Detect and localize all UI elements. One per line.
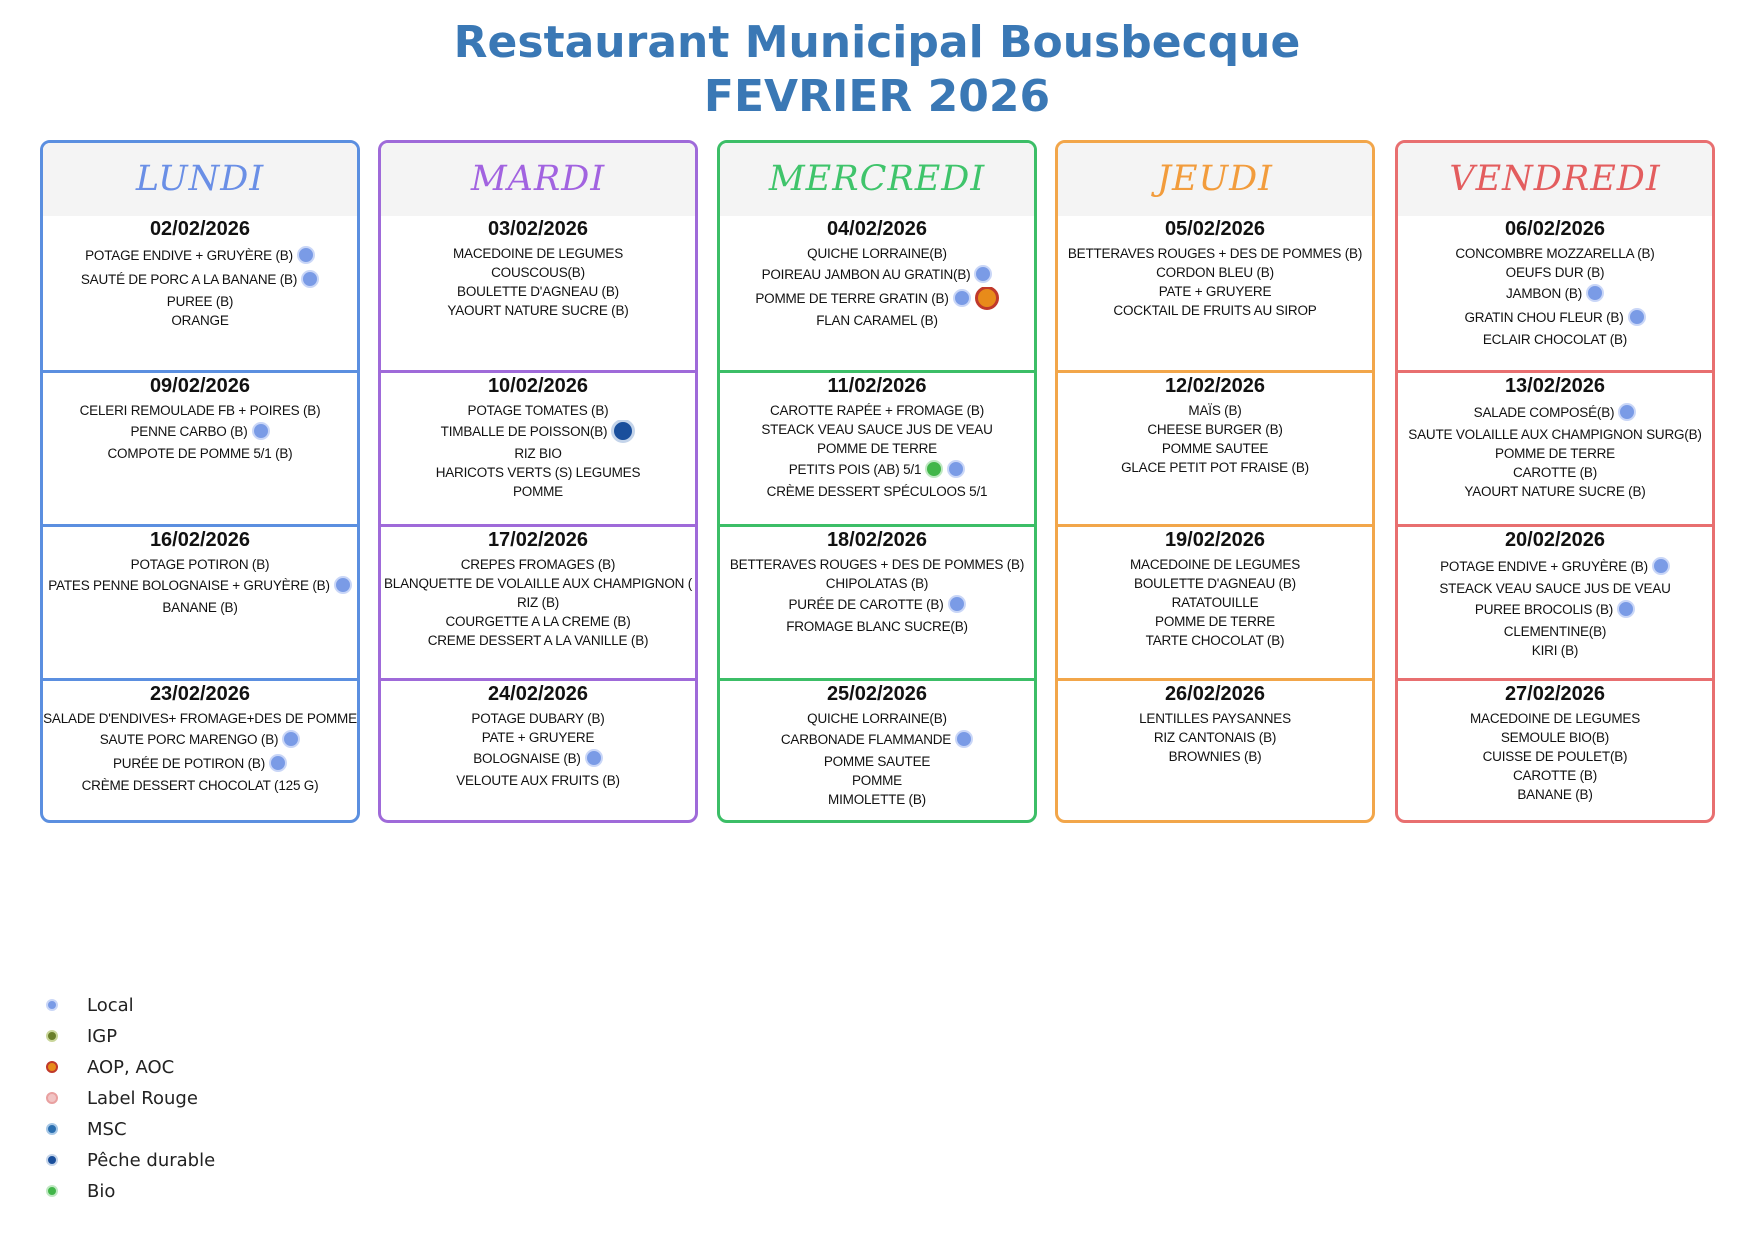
menu-item-label: COUSCOUS(B) xyxy=(491,265,585,280)
menu-item xyxy=(381,282,695,301)
menu-item xyxy=(720,790,1034,809)
menu-item xyxy=(1058,420,1372,439)
menu-item xyxy=(1398,622,1712,641)
menu-item-label: POIREAU JAMBON AU GRATIN(B) xyxy=(761,267,971,282)
label-rouge-icon xyxy=(46,1092,58,1104)
menu-item xyxy=(1398,579,1712,598)
local-label-icon xyxy=(297,246,315,264)
menu-item-label: QUICHE LORRAINE(B) xyxy=(807,711,947,726)
bio-label-icon xyxy=(46,1185,58,1197)
day-header: MARDI xyxy=(381,143,695,216)
legend-label: Pêche durable xyxy=(87,1150,216,1171)
menu-item xyxy=(43,555,357,574)
local-label-icon xyxy=(585,749,603,767)
menu-date: 27/02/2026 xyxy=(1504,683,1606,705)
menu-cell xyxy=(381,524,695,678)
menu-item-label: CAROTTE RAPÉE + FROMAGE (B) xyxy=(769,403,984,418)
menu-item-label: RIZ (B) xyxy=(516,595,560,610)
menu-item-label: POMME xyxy=(512,484,563,500)
page-subtitle: FEVRIER 2026 xyxy=(703,71,1051,122)
menu-item xyxy=(1398,401,1712,425)
legend-item xyxy=(46,1021,215,1052)
bio-label-icon xyxy=(925,460,943,478)
menu-item-label: BANANE (B) xyxy=(162,600,238,615)
menu-item xyxy=(381,771,695,790)
menu-item-label: HARICOTS VERTS (S) LEGUMES xyxy=(435,465,641,481)
menu-item-label: COCKTAIL DE FRUITS AU SIROP xyxy=(1113,303,1317,318)
menu-item xyxy=(720,439,1034,458)
menu-item xyxy=(381,728,695,747)
menu-item xyxy=(720,574,1034,593)
menu-item xyxy=(381,612,695,631)
menu-item xyxy=(1058,244,1372,263)
menu-date: 05/02/2026 xyxy=(1164,218,1266,240)
menu-item xyxy=(1398,641,1712,660)
menu-cell xyxy=(1058,216,1372,370)
menu-item-label: JAMBON (B) xyxy=(1505,286,1582,301)
menu-cell xyxy=(381,678,695,823)
legend-label: IGP xyxy=(87,1026,118,1047)
menu-item-label: BOLOGNAISE (B) xyxy=(473,751,581,766)
day-header: VENDREDI xyxy=(1398,143,1712,216)
menu-item xyxy=(43,401,357,420)
msc-label-icon xyxy=(46,1123,58,1135)
menu-item xyxy=(1398,425,1712,444)
menu-cell xyxy=(381,216,695,370)
menu-item-label: SAUTE PORC MARENGO (B) xyxy=(99,732,279,747)
menu-item xyxy=(43,728,357,752)
menu-item xyxy=(1398,728,1712,747)
menu-item-label: CHIPOLATAS (B) xyxy=(825,576,929,591)
menu-item-label: BANANE (B) xyxy=(1517,787,1593,802)
menu-item xyxy=(1398,785,1712,804)
menu-cell xyxy=(720,678,1034,823)
menu-item xyxy=(43,444,357,463)
menu-item xyxy=(1058,282,1372,301)
menu-item-label: MAÏS (B) xyxy=(1188,403,1242,418)
menu-date: 17/02/2026 xyxy=(487,529,589,551)
menu-item xyxy=(1058,301,1372,320)
menu-date: 25/02/2026 xyxy=(826,683,928,705)
menu-item-label: SALADE COMPOSÉ(B) xyxy=(1473,405,1615,420)
menu-item-label: CHEESE BURGER (B) xyxy=(1147,422,1283,437)
local-label-icon xyxy=(282,730,300,748)
menu-item xyxy=(720,593,1034,617)
menu-item xyxy=(720,752,1034,771)
legend-item xyxy=(46,1052,215,1083)
menu-cell xyxy=(720,524,1034,678)
menu-date: 09/02/2026 xyxy=(149,375,251,397)
local-label-icon xyxy=(252,422,270,440)
menu-cell xyxy=(1398,216,1712,370)
menu-item xyxy=(1058,612,1372,631)
local-label-icon xyxy=(334,576,352,594)
menu-date: 24/02/2026 xyxy=(487,683,589,705)
menu-cell xyxy=(1398,370,1712,524)
menu-item-label: CUISSE DE POULET(B) xyxy=(1482,749,1628,764)
menu-cell xyxy=(1058,524,1372,678)
legend-label: Local xyxy=(87,995,134,1016)
menu-item-label: RIZ BIO xyxy=(514,446,562,462)
menu-cell xyxy=(1058,370,1372,524)
menu-item xyxy=(43,311,357,330)
menu-item xyxy=(43,292,357,311)
legend-item xyxy=(46,990,215,1021)
menu-item xyxy=(720,617,1034,636)
menu-cell xyxy=(43,678,357,823)
menu-item-label: CONCOMBRE MOZZARELLA (B) xyxy=(1455,246,1655,261)
menu-item xyxy=(1058,574,1372,593)
day-header: JEUDI xyxy=(1058,143,1372,216)
menu-item xyxy=(381,593,695,612)
menu-date: 23/02/2026 xyxy=(149,683,251,705)
page-title: Restaurant Municipal Bousbecque xyxy=(453,17,1301,68)
legend-item xyxy=(46,1114,215,1145)
menu-item-label: CORDON BLEU (B) xyxy=(1156,265,1274,280)
menu-item xyxy=(43,598,357,617)
menu-item-label: KIRI (B) xyxy=(1531,643,1579,658)
legend-item xyxy=(46,1176,215,1207)
local-label-icon xyxy=(269,754,287,772)
menu-item-label: POMME SAUTEE xyxy=(823,754,931,769)
menu-item xyxy=(381,555,695,574)
menu-cell xyxy=(43,216,357,370)
menu-item-label: POTAGE POTIRON (B) xyxy=(130,557,270,572)
menu-item-label: POTAGE DUBARY (B) xyxy=(471,711,605,726)
peche-durable-icon xyxy=(46,1154,58,1166)
menu-item xyxy=(381,463,695,482)
menu-date: 18/02/2026 xyxy=(826,529,928,551)
menu-item xyxy=(1398,747,1712,766)
legend-label: Label Rouge xyxy=(87,1088,198,1109)
menu-item-label: BOULETTE D'AGNEAU (B) xyxy=(1134,576,1296,591)
menu-item-label: BLANQUETTE DE VOLAILLE AUX CHAMPIGNON ( xyxy=(383,576,693,591)
local-label-icon xyxy=(947,460,965,478)
legend-item xyxy=(46,1083,215,1114)
menu-date: 13/02/2026 xyxy=(1504,375,1606,397)
menu-item xyxy=(720,401,1034,420)
menu-item xyxy=(720,244,1034,263)
menu-item xyxy=(381,420,695,444)
menu-item xyxy=(381,709,695,728)
menu-item xyxy=(1398,306,1712,330)
menu-item-label: CRÈME DESSERT CHOCOLAT (125 G) xyxy=(81,778,319,793)
menu-item-label: PURÉE DE CAROTTE (B) xyxy=(788,597,944,612)
menu-item-label: CARBONADE FLAMMANDE xyxy=(780,732,952,747)
menu-item-label: YAOURT NATURE SUCRE (B) xyxy=(447,303,629,318)
menu-date: 11/02/2026 xyxy=(827,375,927,397)
menu-item-label: ORANGE xyxy=(171,313,229,328)
legend-label: MSC xyxy=(87,1119,127,1140)
menu-item-label: OEUFS DUR (B) xyxy=(1505,265,1605,280)
menu-cell xyxy=(381,370,695,524)
local-label-icon xyxy=(948,595,966,613)
day-column-vendredi xyxy=(1395,140,1715,823)
legend-label: Bio xyxy=(87,1181,116,1202)
menu-item-label: COMPOTE DE POMME 5/1 (B) xyxy=(107,446,293,461)
menu-item xyxy=(43,268,357,292)
day-header: LUNDI xyxy=(43,143,357,216)
menu-item-label: ECLAIR CHOCOLAT (B) xyxy=(1482,332,1628,347)
menu-item xyxy=(381,444,695,463)
local-label-icon xyxy=(1617,600,1635,618)
menu-item xyxy=(1398,330,1712,349)
local-label-icon xyxy=(46,999,58,1011)
local-label-icon xyxy=(1586,284,1604,302)
menu-item xyxy=(381,244,695,263)
day-column-mercredi xyxy=(717,140,1037,823)
menu-date: 20/02/2026 xyxy=(1504,529,1606,551)
menu-item xyxy=(720,458,1034,482)
menu-item-label: MIMOLETTE (B) xyxy=(828,792,926,807)
menu-item-label: QUICHE LORRAINE(B) xyxy=(807,246,947,261)
menu-item-label: POMME DE TERRE GRATIN (B) xyxy=(755,291,949,306)
menu-item xyxy=(1398,482,1712,501)
menu-item-label: BOULETTE D'AGNEAU (B) xyxy=(457,284,619,299)
menu-item xyxy=(720,771,1034,790)
menu-item xyxy=(1398,244,1712,263)
menu-item xyxy=(1058,555,1372,574)
day-header: MERCREDI xyxy=(720,143,1034,216)
menu-item xyxy=(1398,766,1712,785)
menu-date: 26/02/2026 xyxy=(1164,683,1266,705)
menu-date: 03/02/2026 xyxy=(487,218,589,240)
menu-item xyxy=(1058,728,1372,747)
menu-item xyxy=(43,752,357,776)
legend xyxy=(46,990,215,1207)
menu-item xyxy=(720,482,1034,501)
menu-item xyxy=(381,401,695,420)
aop-label-icon xyxy=(975,287,999,310)
menu-item-label: SALADE D'ENDIVES+ FROMAGE+DES DE POMME xyxy=(43,711,357,726)
menu-date: 04/02/2026 xyxy=(826,218,928,240)
menu-date: 16/02/2026 xyxy=(149,529,251,551)
menu-item xyxy=(720,287,1034,311)
menu-item-label: POMME xyxy=(851,773,902,788)
menu-item xyxy=(43,776,357,795)
local-label-icon xyxy=(953,289,971,307)
menu-item xyxy=(1398,444,1712,463)
local-label-icon xyxy=(1628,308,1646,326)
menu-cell xyxy=(43,524,357,678)
menu-item xyxy=(1398,463,1712,482)
menu-item-label: BETTERAVES ROUGES + DES DE POMMES (B) xyxy=(729,557,1025,572)
menu-item xyxy=(1058,458,1372,477)
menu-item xyxy=(381,574,695,593)
menu-item-label: POMME DE TERRE xyxy=(1495,446,1615,461)
menu-item-label: BROWNIES (B) xyxy=(1168,749,1262,764)
menu-item xyxy=(720,728,1034,752)
aop-label-icon xyxy=(46,1061,58,1073)
menu-date: 19/02/2026 xyxy=(1164,529,1266,551)
menu-item xyxy=(1058,263,1372,282)
menu-item-label: PENNE CARBO (B) xyxy=(130,424,248,439)
menu-item-label: POTAGE ENDIVE + GRUYÈRE (B) xyxy=(1440,559,1648,574)
menu-item xyxy=(1058,631,1372,650)
menu-item-label: CREME DESSERT A LA VANILLE (B) xyxy=(427,633,649,648)
menu-item xyxy=(1058,747,1372,766)
menu-item-label: CRÈME DESSERT SPÉCULOOS 5/1 xyxy=(766,484,988,499)
menu-item-label: CAROTTE (B) xyxy=(1512,768,1598,783)
menu-item-label: VELOUTE AUX FRUITS (B) xyxy=(456,773,620,788)
menu-item-label: CLEMENTINE(B) xyxy=(1503,624,1607,639)
menu-item-label: PATE + GRUYERE xyxy=(1158,284,1272,299)
menu-item xyxy=(1398,709,1712,728)
menu-item-label: STEACK VEAU SAUCE JUS DE VEAU xyxy=(761,422,993,437)
menu-item-label: RATATOUILLE xyxy=(1171,595,1259,610)
menu-item-label: FROMAGE BLANC SUCRE(B) xyxy=(786,619,968,634)
menu-item-label: RIZ CANTONAIS (B) xyxy=(1153,730,1277,745)
menu-item xyxy=(381,631,695,650)
menu-item xyxy=(1058,593,1372,612)
menu-item xyxy=(1058,709,1372,728)
menu-date: 06/02/2026 xyxy=(1504,218,1606,240)
legend-label: AOP, AOC xyxy=(87,1057,175,1078)
menu-item-label: CAROTTE (B) xyxy=(1512,465,1598,480)
menu-item xyxy=(720,709,1034,728)
local-label-icon xyxy=(1652,557,1670,575)
menu-item xyxy=(381,482,695,501)
menu-item-label: TIMBALLE DE POISSON(B) xyxy=(440,424,608,439)
menu-item-label: PUREE BROCOLIS (B) xyxy=(1474,602,1614,617)
menu-item xyxy=(1058,401,1372,420)
menu-item-label: POMME DE TERRE xyxy=(817,441,937,456)
menu-item-label: STEACK VEAU SAUCE JUS DE VEAU xyxy=(1439,581,1671,596)
menu-item xyxy=(1398,555,1712,579)
menu-item-label: POTAGE ENDIVE + GRUYÈRE (B) xyxy=(85,248,293,263)
menu-item-label: MACEDOINE DE LEGUMES xyxy=(1129,557,1301,572)
menu-item xyxy=(43,574,357,598)
menu-item xyxy=(720,263,1034,287)
menu-item-label: MACEDOINE DE LEGUMES xyxy=(452,246,624,261)
menu-item xyxy=(43,420,357,444)
menu-item xyxy=(43,709,357,728)
menu-item xyxy=(720,555,1034,574)
local-label-icon xyxy=(1618,403,1636,421)
local-label-icon xyxy=(955,730,973,748)
peche-durable-icon xyxy=(611,420,635,443)
menu-cell xyxy=(1398,524,1712,678)
menu-item-label: BETTERAVES ROUGES + DES DE POMMES (B) xyxy=(1067,246,1363,261)
menu-item-label: GRATIN CHOU FLEUR (B) xyxy=(1464,310,1624,325)
menu-cell xyxy=(1398,678,1712,823)
menu-item-label: POMME SAUTEE xyxy=(1161,441,1269,456)
menu-date: 12/02/2026 xyxy=(1164,375,1266,397)
menu-item xyxy=(1398,598,1712,622)
menu-item-label: FLAN CARAMEL (B) xyxy=(816,313,938,329)
menu-item xyxy=(43,244,357,268)
menu-item-label: PUREE (B) xyxy=(166,294,234,309)
menu-item-label: SAUTE VOLAILLE AUX CHAMPIGNON SURG(B) xyxy=(1408,427,1702,442)
menu-item xyxy=(1058,439,1372,458)
menu-item xyxy=(720,311,1034,330)
menu-item-label: GLACE PETIT POT FRAISE (B) xyxy=(1121,460,1309,475)
menu-cell xyxy=(43,370,357,524)
local-label-icon xyxy=(974,265,992,283)
menu-item-label: CREPES FROMAGES (B) xyxy=(460,557,616,572)
menu-item-label: MACEDOINE DE LEGUMES xyxy=(1469,711,1641,726)
day-column-jeudi xyxy=(1055,140,1375,823)
menu-item xyxy=(381,301,695,320)
menu-item-label: PURÉE DE POTIRON (B) xyxy=(112,756,265,771)
menu-item-label: YAOURT NATURE SUCRE (B) xyxy=(1464,484,1646,499)
day-column-mardi xyxy=(378,140,698,823)
menu-item xyxy=(1398,282,1712,306)
menu-item xyxy=(720,420,1034,439)
menu-item xyxy=(381,747,695,771)
menu-item-label: PATE + GRUYERE xyxy=(481,730,595,745)
menu-item-label: PATES PENNE BOLOGNAISE + GRUYÈRE (B) xyxy=(48,578,330,593)
menu-item-label: LENTILLES PAYSANNES xyxy=(1139,711,1291,726)
menu-item-label: POTAGE TOMATES (B) xyxy=(467,403,609,418)
menu-item-label: COURGETTE A LA CREME (B) xyxy=(445,614,631,629)
day-column-lundi xyxy=(40,140,360,823)
menu-item-label: SAUTÉ DE PORC A LA BANANE (B) xyxy=(80,272,298,287)
menu-cell xyxy=(720,370,1034,524)
local-label-icon xyxy=(301,270,319,288)
menu-cell xyxy=(720,216,1034,370)
menu-item-label: PETITS POIS (AB) 5/1 xyxy=(788,462,922,477)
igp-label-icon xyxy=(46,1030,58,1042)
menu-date: 02/02/2026 xyxy=(149,218,251,240)
menu-date: 10/02/2026 xyxy=(487,375,589,397)
legend-item xyxy=(46,1145,215,1176)
menu-cell xyxy=(1058,678,1372,823)
menu-item-label: TARTE CHOCOLAT (B) xyxy=(1145,633,1285,648)
menu-item-label: SEMOULE BIO(B) xyxy=(1500,730,1610,745)
menu-item-label: CELERI REMOULADE FB + POIRES (B) xyxy=(79,403,321,418)
menu-item xyxy=(381,263,695,282)
menu-item xyxy=(1398,263,1712,282)
menu-item-label: POMME DE TERRE xyxy=(1155,614,1275,629)
